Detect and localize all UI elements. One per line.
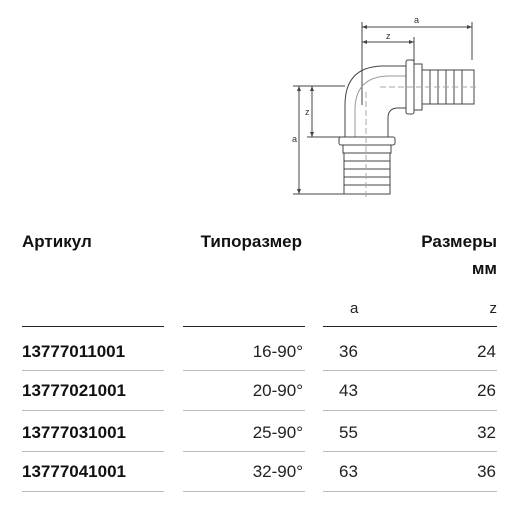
a-value: 55 (339, 423, 358, 442)
column-a-header: a (350, 300, 359, 317)
dimension-z-label-horizontal: z (386, 31, 391, 41)
z-value: 24 (477, 342, 496, 361)
column-z-header: z (489, 300, 497, 317)
article-number: 13777031001 (22, 423, 127, 442)
dimension-z-label-vertical: z (305, 107, 310, 117)
header-dimensions: Размеры (421, 232, 497, 251)
row-divider (22, 491, 164, 492)
a-value: 63 (339, 462, 358, 481)
header-size-type: Типоразмер (200, 232, 302, 251)
header-rule-dimensions (323, 326, 497, 327)
header-rule-article (22, 326, 164, 327)
z-value: 32 (477, 423, 496, 442)
row-divider (323, 410, 497, 411)
elbow-fitting-drawing (0, 0, 526, 205)
z-value: 26 (477, 381, 496, 400)
size-value: 16-90° (252, 342, 303, 361)
row-divider (323, 370, 497, 371)
row-divider (183, 451, 305, 452)
dimension-a-label-horizontal: a (414, 15, 420, 25)
a-value: 36 (339, 342, 358, 361)
row-divider (323, 491, 497, 492)
article-number: 13777041001 (22, 462, 127, 481)
a-value: 43 (339, 381, 358, 400)
row-divider (323, 451, 497, 452)
row-divider (183, 410, 305, 411)
header-rule-size (183, 326, 305, 327)
article-number: 13777021001 (22, 381, 127, 400)
size-value: 20-90° (252, 381, 303, 400)
row-divider (183, 370, 305, 371)
size-value: 25-90° (252, 423, 303, 442)
header-article: Артикул (22, 232, 92, 251)
row-divider (22, 451, 164, 452)
dimension-a-label-vertical: a (292, 134, 298, 144)
header-dimensions-unit: мм (471, 259, 497, 278)
row-divider (22, 410, 164, 411)
row-divider (183, 491, 305, 492)
size-value: 32-90° (252, 462, 303, 481)
z-value: 36 (477, 462, 496, 481)
article-number: 13777011001 (22, 342, 126, 361)
row-divider (22, 370, 164, 371)
